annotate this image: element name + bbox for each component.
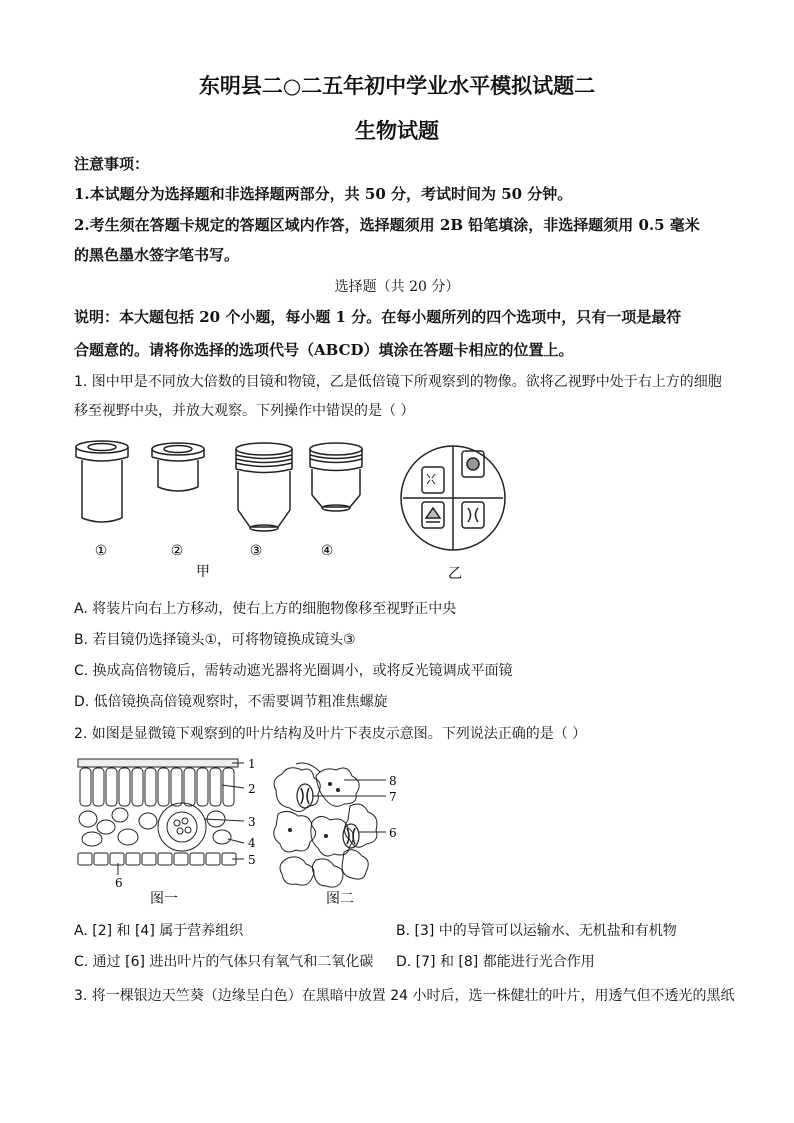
fig1-label-2: 2 xyxy=(248,782,256,796)
notice-heading: 注意事项： xyxy=(74,155,150,173)
fig2-label-8: 8 xyxy=(389,774,397,788)
objective-lens-4 xyxy=(310,443,362,511)
fig1-label-3: 3 xyxy=(248,815,256,829)
lens-label-4: ④ xyxy=(320,543,334,559)
fig1-label-6: 6 xyxy=(115,876,123,890)
q1-stem-line-2: 移至视野中央，并放大观察。下列操作中错误的是（ ） xyxy=(74,403,415,419)
fig2-label-6: 6 xyxy=(389,826,397,840)
section-desc-line-1: 说明：本大题包括 20 个小题，每小题 1 分。在每小题所列的四个选项中，只有一项是最符 xyxy=(74,308,682,326)
notice-item-2-line-1: 2.考生须在答题卡规定的答题区域内作答，选择题须用 2B 铅笔填涂，非选择题须用 0.5 毫米 xyxy=(74,216,700,234)
q3-stem-line-1: 3. 将一棵银边天竺葵（边缘呈白色）在黑暗中放置 24 小时后，选一株健壮的叶片，用透气但不透光的黑纸 xyxy=(74,988,735,1004)
caption-jia: 甲 xyxy=(196,564,210,580)
subject-title: 生物试题 xyxy=(355,118,439,143)
q1-option-c: C. 换成高倍物镜后，需转动遮光器将光圈调小，或将反光镜调成平面镜 xyxy=(74,663,513,679)
objective-lens-3 xyxy=(236,443,292,531)
q2-option-b: B. [3] 中的导管可以运输水、无机盐和有机物 xyxy=(396,923,677,939)
caption-fig1: 图一 xyxy=(150,891,178,907)
exam-title: 东明县二○二五年初中学业水平模拟试题二 xyxy=(198,73,596,98)
q2-figure-leaf-section xyxy=(72,755,272,910)
fig2-label-7: 7 xyxy=(389,790,397,804)
lens-label-2: ② xyxy=(170,543,184,559)
spongy-layer xyxy=(79,808,231,846)
q1-figure-lenses xyxy=(70,435,370,585)
q1-stem-line-1: 1. 图中甲是不同放大倍数的目镜和物镜，乙是低倍镜下所观察到的物像。欲将乙视野中处于右上方的细胞 xyxy=(74,374,722,390)
fig1-label-4: 4 xyxy=(248,836,256,850)
q2-figure-epidermis xyxy=(268,760,408,910)
fig1-label-5: 5 xyxy=(248,853,256,867)
lens-label-1: ① xyxy=(94,543,108,559)
eyepiece-lens-2 xyxy=(152,443,204,491)
q1-figure-field-of-view xyxy=(395,438,515,588)
q2-option-a: A. [2] 和 [4] 属于营养组织 xyxy=(74,923,244,939)
q2-stem: 2. 如图是显微镜下观察到的叶片结构及叶片下表皮示意图。下列说法正确的是（ ） xyxy=(74,726,587,742)
fig1-label-1: 1 xyxy=(248,757,256,771)
caption-fig2: 图二 xyxy=(326,891,354,907)
q2-option-d: D. [7] 和 [8] 都能进行光合作用 xyxy=(396,954,595,970)
section-desc-line-2: 合题意的。请将你选择的选项代号（ABCD）填涂在答题卡相应的位置上。 xyxy=(74,341,574,359)
section-title: 选择题（共 20 分） xyxy=(334,279,460,295)
eyepiece-lens-1 xyxy=(76,441,128,522)
leaf-vein xyxy=(158,803,206,851)
notice-item-2-line-2: 的黑色墨水签字笔书写。 xyxy=(74,246,240,264)
q1-option-d: D. 低倍镜换高倍镜观察时，不需要调节粗准焦螺旋 xyxy=(74,694,388,710)
q1-option-a: A. 将装片向右上方移动，使右上方的细胞物像移至视野正中央 xyxy=(74,601,457,617)
caption-yi: 乙 xyxy=(448,566,462,582)
palisade-layer xyxy=(80,768,234,806)
q1-option-b: B. 若目镜仍选择镜头①，可将物镜换成镜头③ xyxy=(74,632,356,648)
lens-label-3: ③ xyxy=(249,543,263,559)
notice-item-1: 1.本试题分为选择题和非选择题两部分，共 50 分，考试时间为 50 分钟。 xyxy=(74,185,573,203)
stoma-upper xyxy=(297,784,313,808)
q2-option-c: C. 通过 [6] 进出叶片的气体只有氧气和二氧化碳 xyxy=(74,954,374,970)
